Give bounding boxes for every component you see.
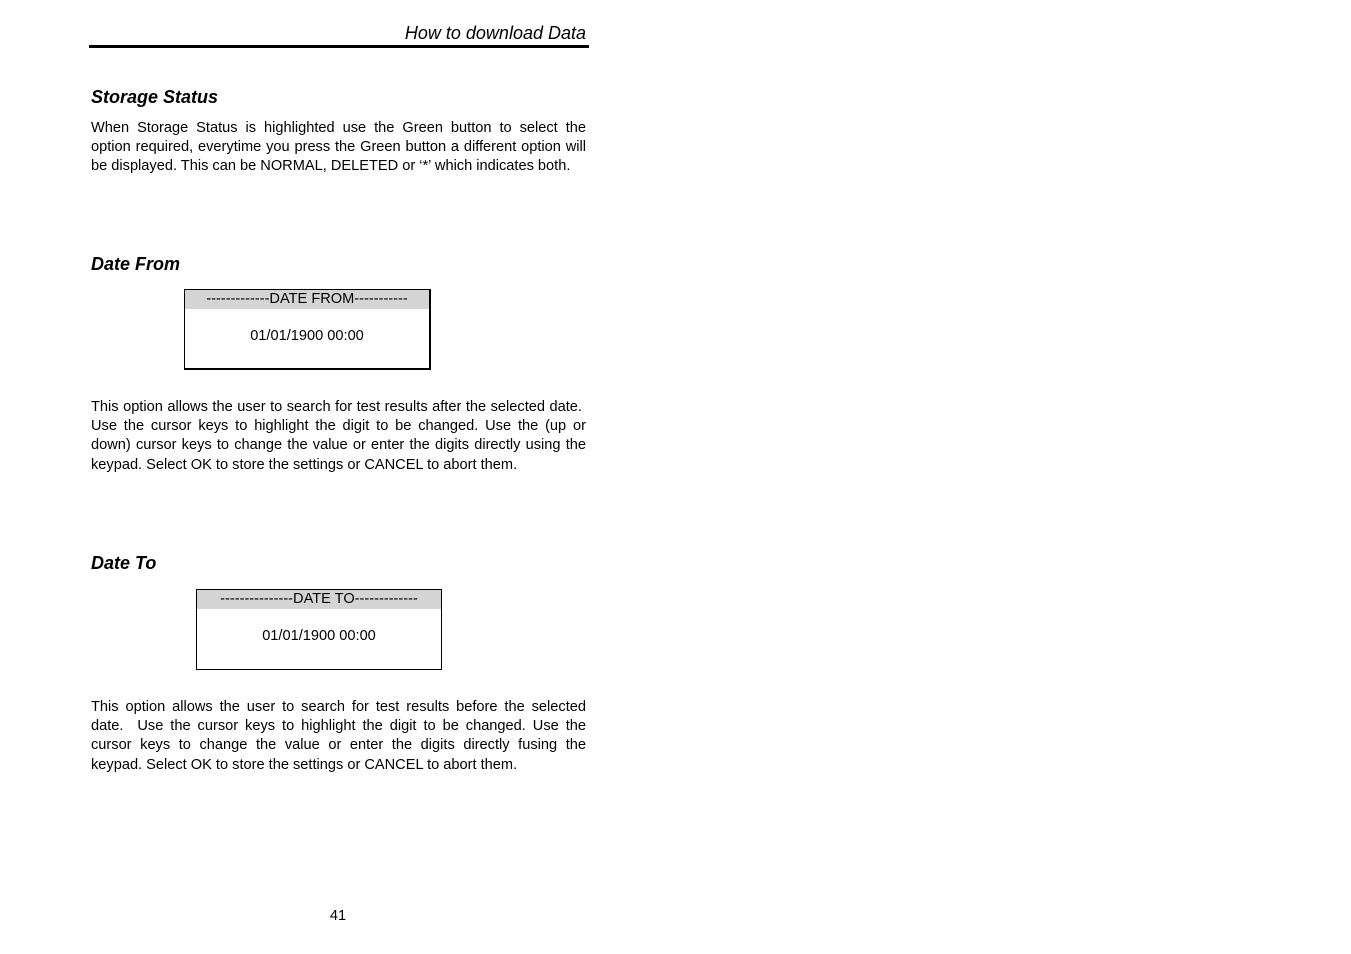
date-from-paragraph: This option allows the user to search for test results after the selected date. Use the cursor keys to highlight the digit to be changed. Use the (up or down) cursor keys to change the value or enter the digits directly using the keypad. Select OK to store the settings or CANCEL to abort them. <box>91 399 586 473</box>
date-from-heading: Date From <box>91 254 181 274</box>
storage-status-paragraph: When Storage Status is highlighted use the Green button to select the option required, everytime you press the Green button a different option will be displayed. This can be NORMAL, DELETED or ‘*’ which indicates both. <box>91 120 586 175</box>
date-from-display-header: -------------DATE FROM----------- <box>185 290 429 309</box>
date-to-display-header: ---------------DATE TO------------- <box>197 590 441 609</box>
running-header: How to download Data <box>404 23 586 43</box>
date-to-paragraph: This option allows the user to search for test results before the selected date. Use the cursor keys to highlight the digit to be changed. Use the cursor keys to change the value or enter the digits directly fusing the keypad. Select OK to store the settings or CANCEL to abort them. <box>91 699 586 773</box>
date-to-display-value: 01/01/1900 00:00 <box>262 628 376 644</box>
date-to-display <box>196 589 442 670</box>
storage-status-heading: Storage Status <box>91 87 219 107</box>
date-from-display-value: 01/01/1900 00:00 <box>250 328 364 344</box>
date-to-heading: Date To <box>91 553 157 573</box>
date-from-display <box>184 289 431 370</box>
page-number: 41 <box>329 908 347 924</box>
header-rule <box>89 45 589 48</box>
